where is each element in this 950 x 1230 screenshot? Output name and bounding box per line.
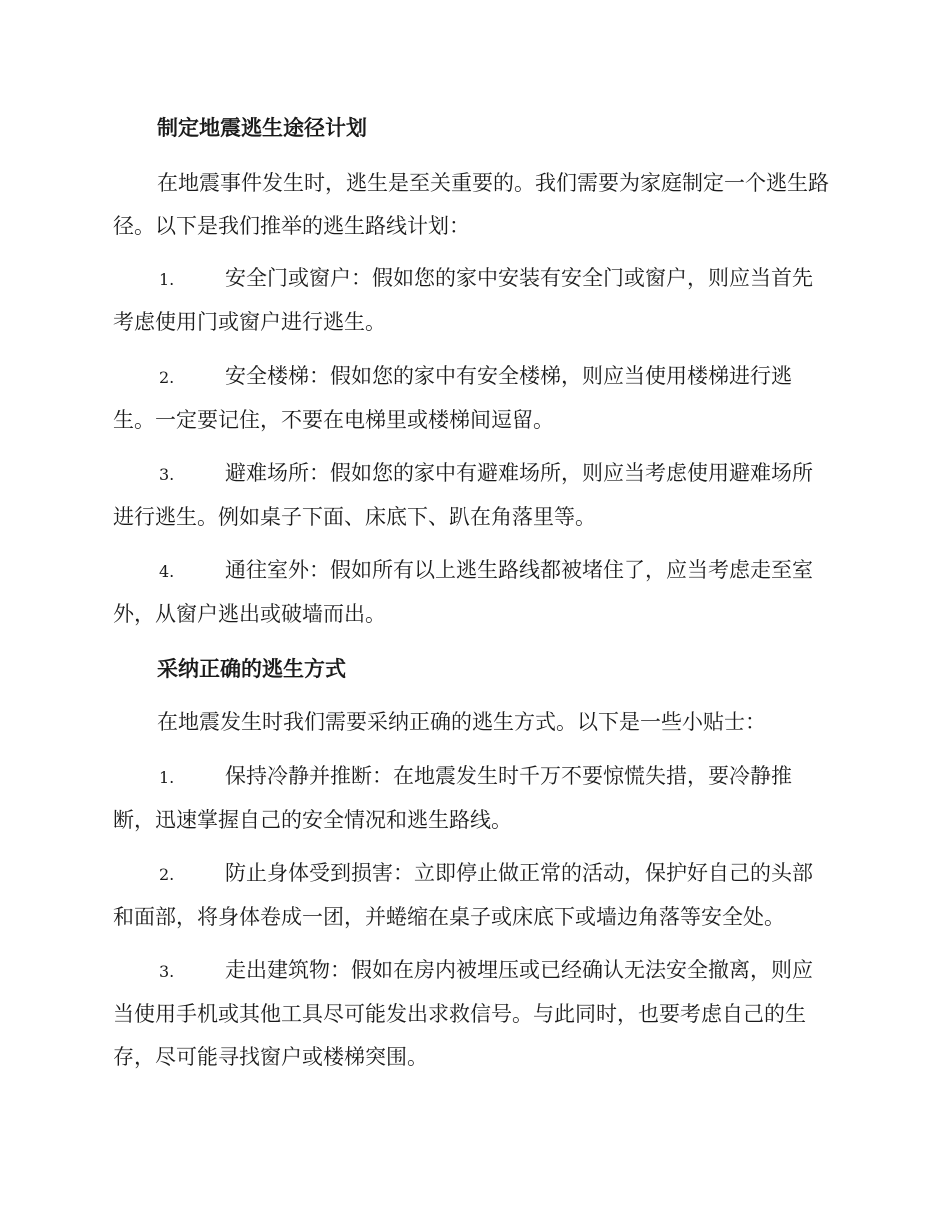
section-heading-escape-method: 采纳正确的逃生方式: [157, 656, 346, 681]
list-item-number: 2.: [159, 368, 175, 387]
list-item-text: 通往室外：假如所有以上逃生路线都被堵住了，应当考虑走至室外，从窗户逃出或破墙而出。: [113, 558, 813, 626]
list-item: [113, 549, 833, 636]
section-intro-escape-plan: 在地震事件发生时，逃生是至关重要的。我们需要为家庭制定一个逃生路径。以下是我们推举的逃生路线计划：: [113, 171, 829, 238]
list-item-text: 保持冷静并推断：在地震发生时千万不要惊慌失措，要冷静推断，迅速掌握自己的安全情况和逃生路线。: [113, 764, 792, 832]
list-item: [113, 852, 833, 939]
list-item: [113, 949, 833, 1079]
list-item-number: 1.: [159, 768, 175, 787]
list-item-number: 1.: [159, 270, 175, 289]
list-item: [113, 755, 833, 842]
section-intro-escape-method: 在地震发生时我们需要采纳正确的逃生方式。以下是一些小贴士：: [157, 710, 766, 734]
list-item-text: 走出建筑物：假如在房内被埋压或已经确认无法安全撤离，则应当使用手机或其他工具尽可能发出求救信号。与此同时，也要考虑自己的生存，尽可能寻找窗户或楼梯突围。: [113, 958, 813, 1069]
list-item-number: 3.: [159, 465, 175, 484]
list-item-text: 避难场所：假如您的家中有避难场所，则应当考虑使用避难场所进行逃生。例如桌子下面、床底下、趴在角落里等。: [113, 461, 813, 529]
list-item-text: 安全楼梯：假如您的家中有安全楼梯，则应当使用楼梯进行逃生。一定要记住，不要在电梯里或楼梯间逗留。: [113, 364, 792, 432]
section-heading-escape-plan: 制定地震逃生途径计划: [157, 115, 367, 140]
list-item-text: 防止身体受到损害：立即停止做正常的活动，保护好自己的头部和面部，将身体卷成一团，并蜷缩在桌子或床底下或墙边角落等安全处。: [113, 861, 813, 929]
list-item: [113, 355, 833, 442]
list-item-number: 2.: [159, 865, 175, 884]
list-item-text: 安全门或窗户：假如您的家中安装有安全门或窗户，则应当首先考虑使用门或窗户进行逃生。: [113, 266, 813, 334]
list-item-number: 4.: [159, 562, 175, 581]
list-item-number: 3.: [159, 962, 175, 981]
list-item: [113, 257, 833, 344]
list-item: [113, 452, 833, 539]
